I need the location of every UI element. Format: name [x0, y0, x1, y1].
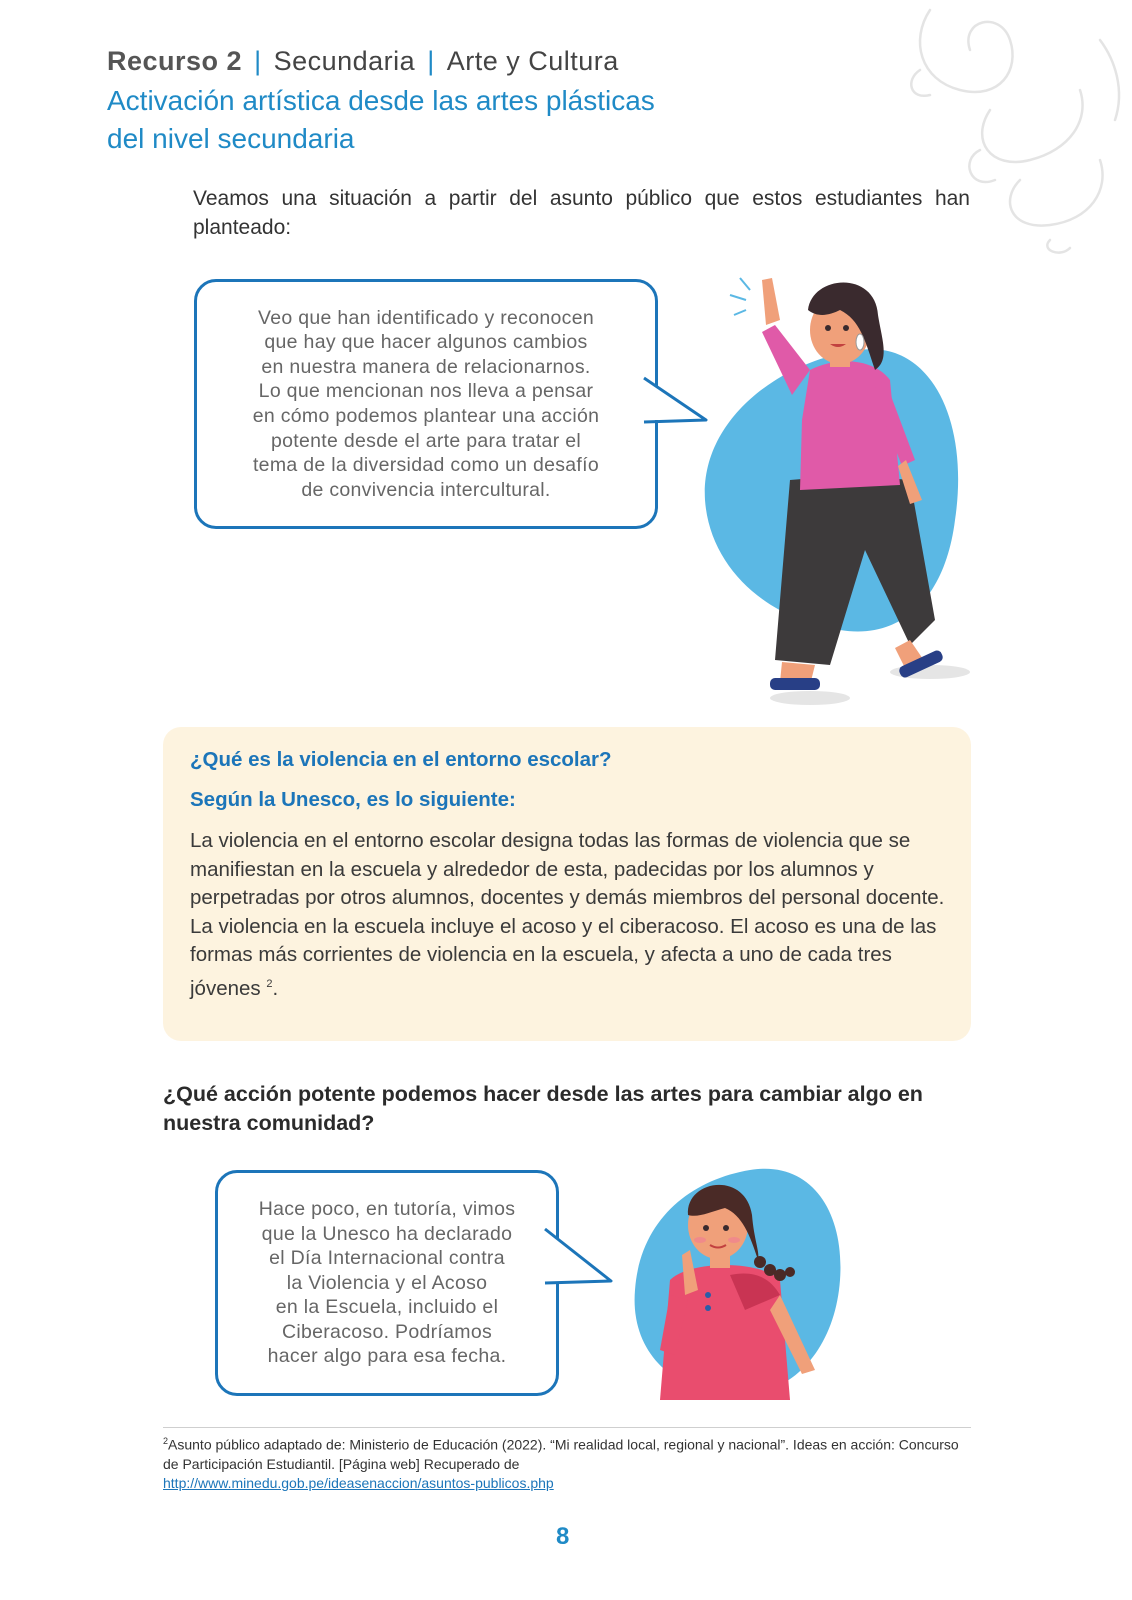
speech-bubble-tail: [541, 1225, 621, 1295]
footnote-text: Asunto público adaptado de: Ministerio de Educación (2022). “Mi realidad local, regional y nacional”. Ideas en acción: Concurso de Participación Estudiantil. [Página web] Recuperado de: [163, 1436, 959, 1472]
area-label: Arte y Cultura: [446, 46, 619, 76]
header-separator: |: [254, 46, 262, 76]
section-question: ¿Qué acción potente podemos hacer desde las artes para cambiar algo en nuestra comunidad?: [163, 1082, 923, 1135]
footnote-link[interactable]: http://www.minedu.gob.pe/ideasenaccion/asuntos-publicos.php: [163, 1474, 554, 1491]
footnote-reference[interactable]: 2: [266, 977, 273, 990]
student-illustration: [630, 1160, 850, 1410]
resource-header: [107, 46, 619, 77]
definition-body: La violencia en el entorno escolar designa todas las formas de violencia que se manifiestan en la escuela y alrededor de esta, padecidas por los alumnos y perpetradas por otros alumnos, docentes y demás miembros del personal docente. La violencia en la escuela incluye el acoso y el ciberacoso. El acoso es una de las formas más corrientes de violencia en la escuela, y afecta a uno de cada tres jóvenes $^2$.: [190, 829, 945, 1000]
level-label: Secundaria: [273, 46, 416, 76]
header-separator: |: [427, 46, 435, 76]
teacher-speech-bubble: Veo que han identificado y reconocen que hay que hacer algunos cambios en nuestra manera de relacionarnos. Lo que mencionan nos lleva a pensar en cómo podemos plantear una acción potente desde el arte para tratar el tema de la diversidad como un desafío de convivencia intercultural.: [194, 279, 658, 529]
footnote: [163, 1432, 971, 1493]
student-speech-bubble: Hace poco, en tutoría, vimos que la Unesco ha declarado el Día Internacional contra la Violencia y el Acoso en la Escuela, incluido el Ciberacoso. Podríamos hacer algo para esa fecha.: [215, 1170, 559, 1396]
page-title: Activación artística desde las artes plásticas del nivel secundaria: [107, 85, 655, 154]
teacher-illustration: [700, 270, 970, 710]
definition-question: ¿Qué es la violencia en el entorno escolar?: [190, 748, 612, 771]
page-number: 8: [556, 1523, 570, 1550]
intro-paragraph: Veamos una situación a partir del asunto público que estos estudiantes han planteado:: [193, 187, 970, 239]
footnote-divider: [163, 1427, 971, 1428]
resource-label: Recurso 2: [107, 46, 243, 76]
definition-text: La violencia en el entorno escolar designa todas las formas de violencia que se manifiestan en la escuela y alrededor de esta, padecidas por los alumnos y perpetradas por otros alumnos, docentes y demás miembros del personal docente. La violencia en la escuela incluye el acoso y el ciberacoso. El acoso es una de las formas más corrientes de violencia en la escuela, y afecta a uno de cada tres jóvenes: [190, 829, 945, 1000]
footnote-marker: 2: [163, 1436, 169, 1446]
definition-subtitle: Según la Unesco, es lo siguiente:: [190, 788, 516, 811]
